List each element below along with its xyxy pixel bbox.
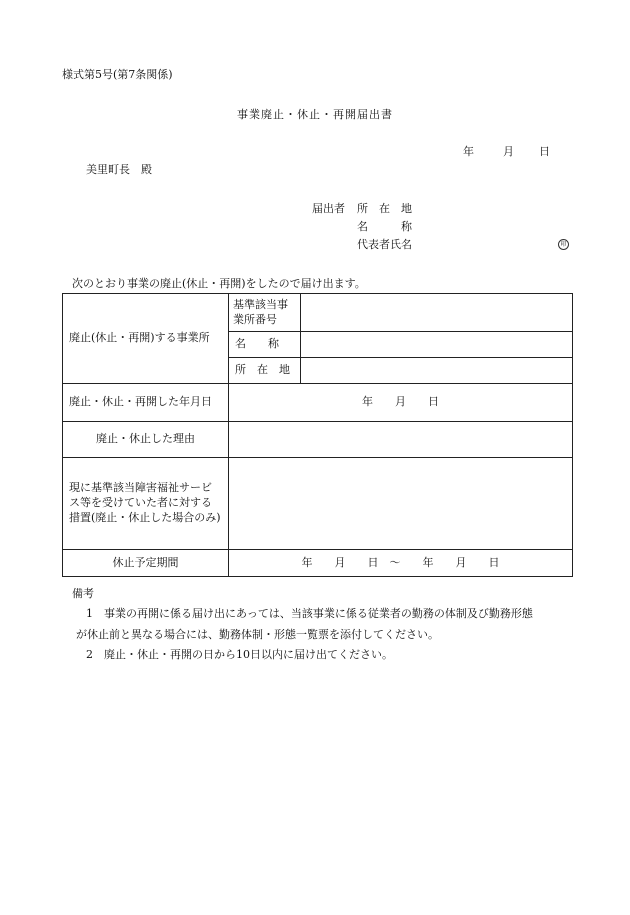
office-name-label: 名 称	[229, 332, 301, 358]
notes-heading: 備考	[72, 587, 94, 600]
applicant-address-label: 所 在 地	[357, 202, 412, 215]
suspension-label: 休止予定期間	[63, 550, 229, 577]
date-day-label: 日	[539, 145, 550, 158]
note-item: 2 廃止・休止・再開の日から10日以内に届け出てください。	[86, 648, 393, 661]
date-year-label: 年	[463, 145, 474, 158]
addressee: 美里町長 殿	[86, 163, 152, 176]
suspension-period-value[interactable]: 年 月 日 ～ 年 月 日	[229, 550, 573, 577]
applicant-label: 届出者	[312, 202, 345, 215]
measures-field[interactable]	[229, 458, 573, 550]
notification-table	[62, 293, 573, 577]
note-item: が休止前と異なる場合には、勤務体制・形態一覧票を添付してください。	[76, 628, 439, 641]
submission-date	[463, 146, 550, 157]
reason-field[interactable]	[229, 422, 573, 458]
office-number-field[interactable]	[301, 294, 573, 332]
applicant-name-label: 名 称	[357, 220, 412, 233]
office-label: 廃止(休止・再開)する事業所	[63, 294, 229, 384]
form-title: 事業廃止・休止・再開届出書	[237, 108, 393, 121]
measures-label: 現に基準該当障害福祉サービス等を受けていた者に対する措置(廃止・休止した場合のみ)	[63, 458, 229, 550]
reason-label: 廃止・休止した理由	[63, 422, 229, 458]
office-name-field[interactable]	[301, 332, 573, 358]
seal-mark: 印	[558, 239, 569, 250]
date-row-label: 廃止・休止・再開した年月日	[63, 384, 229, 422]
office-number-label: 基準該当事業所番号	[229, 294, 301, 332]
office-address-label: 所 在 地	[229, 358, 301, 384]
intro-text: 次のとおり事業の廃止(休止・再開)をしたので届け出ます。	[72, 277, 366, 290]
form-number: 様式第5号(第7条関係)	[62, 68, 173, 81]
representative-label: 代表者氏名	[357, 238, 412, 251]
date-month-label: 月	[503, 145, 514, 158]
date-row-value[interactable]: 年 月 日	[229, 384, 573, 422]
office-address-field[interactable]	[301, 358, 573, 384]
note-item: 1 事業の再開に係る届け出にあっては、当該事業に係る従業者の勤務の体制及び勤務形態	[86, 607, 533, 620]
